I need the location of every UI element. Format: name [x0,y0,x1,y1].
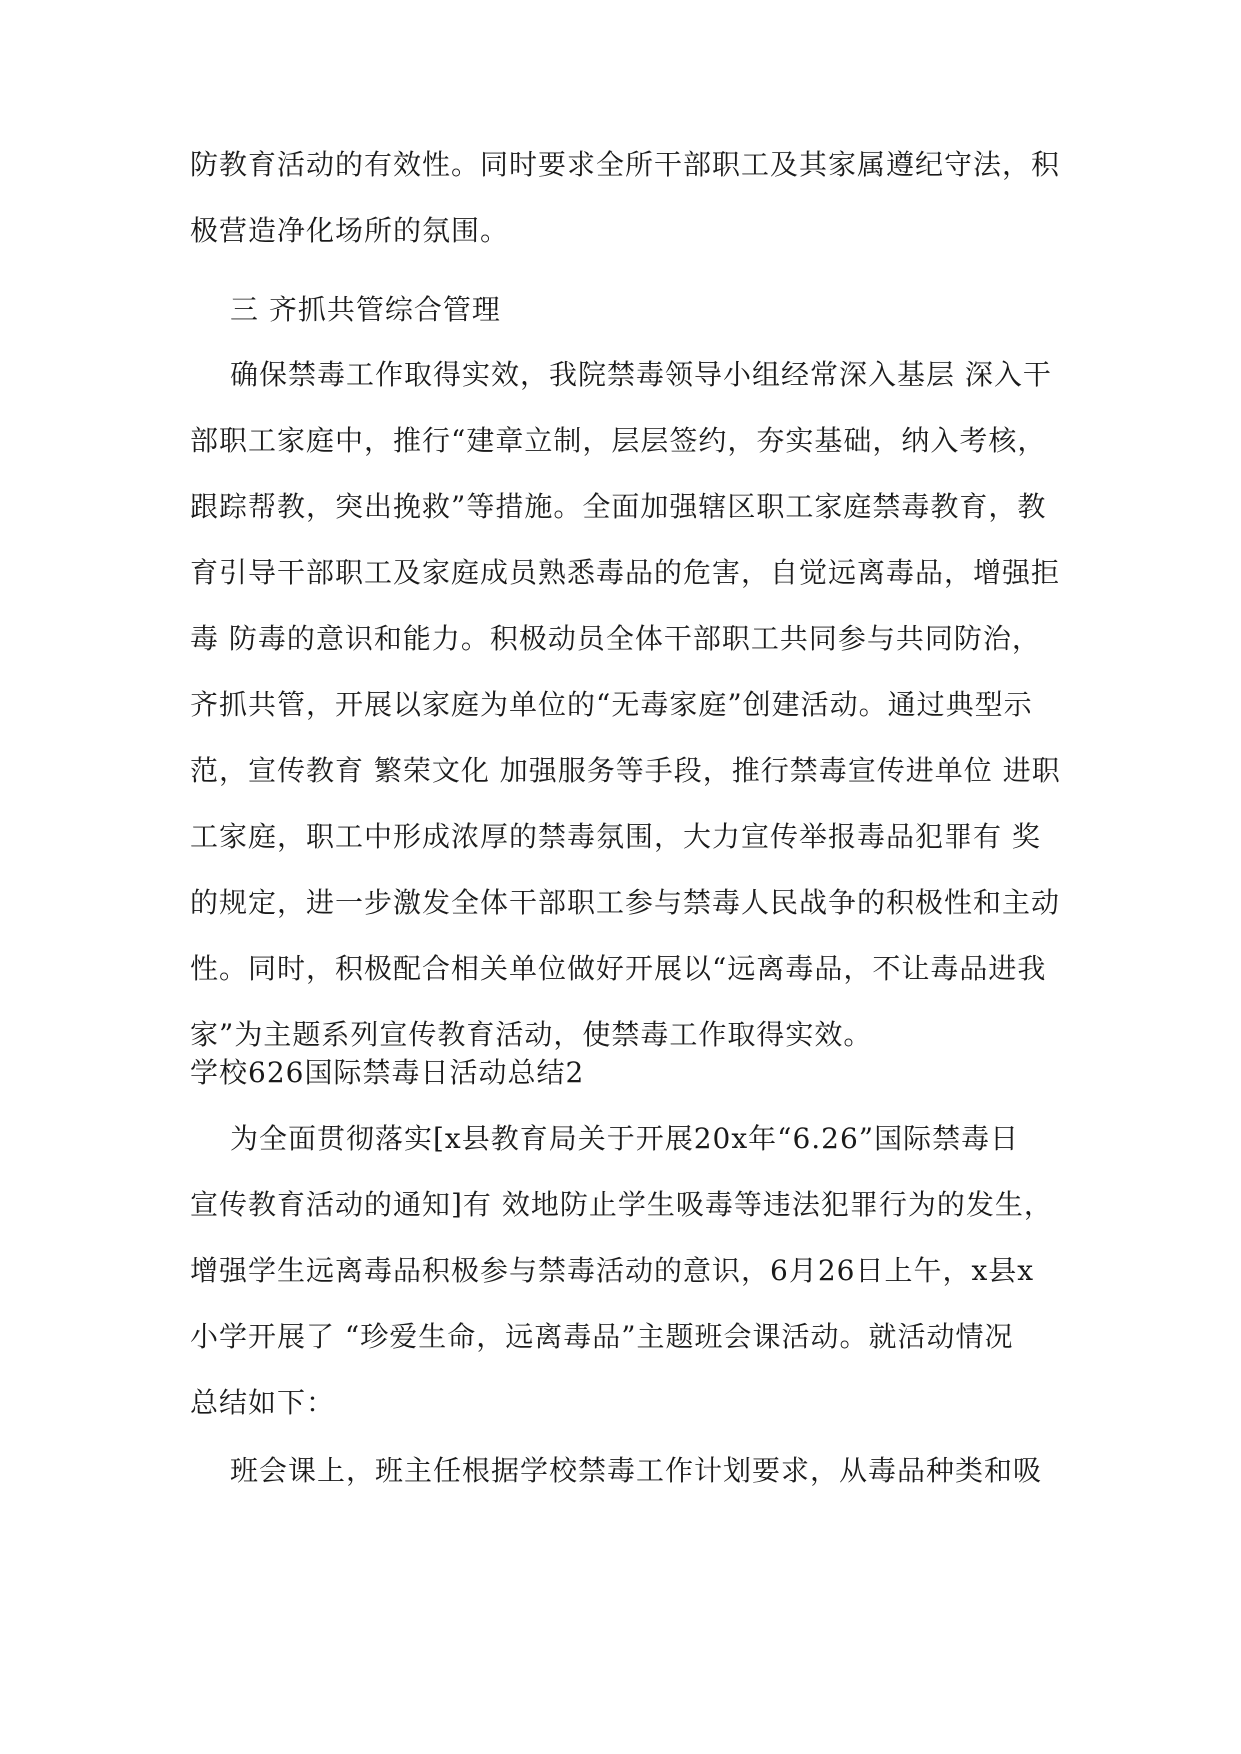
text-line: 为全面贯彻落实[x县教育局关于开展20x年“6.26”国际禁毒日 [230,1122,1020,1155]
paragraph-class-meeting [190,1438,1060,1504]
text-line: 防教育活动的有效性。同时要求全所干部职工及其家属遵纪守法，积 [190,148,1061,181]
section-heading [190,277,1060,343]
text-line: 宣传教育活动的通知]有 效地防止学生吸毒等违法犯罪行为的发生， [190,1188,1053,1221]
article-title [190,1040,1060,1106]
text-line: 齐抓共管，开展以家庭为单位的“无毒家庭”创建活动。通过典型示 [190,688,1033,721]
text-line: 小学开展了 “珍爱生命，远离毒品”主题班会课活动。就活动情况 [190,1320,1014,1353]
text-line: 班会课上，班主任根据学校禁毒工作计划要求，从毒品种类和吸 [230,1454,1043,1487]
paragraph-management [190,342,1060,1068]
paragraph-continuation [190,132,1060,264]
title-text: 学校626国际禁毒日活动总结2 [190,1056,585,1089]
text-line: 确保禁毒工作取得实效，我院禁毒领导小组经常深入基层 深入干 [230,358,1052,391]
text-line: 毒 防毒的意识和能力。积极动员全体干部职工共同参与共同防治， [190,622,1041,655]
text-line: 家”为主题系列宣传教育活动，使禁毒工作取得实效。 [190,1018,873,1051]
text-line: 性。同时，积极配合相关单位做好开展以“远离毒品，不让毒品进我 [190,952,1047,985]
text-line: 的规定，进一步激发全体干部职工参与禁毒人民战争的积极性和主动 [190,886,1061,919]
text-line: 总结如下： [190,1386,336,1419]
text-line: 育引导干部职工及家庭成员熟悉毒品的危害，自觉远离毒品，增强拒 [190,556,1061,589]
heading-text: 三 齐抓共管综合管理 [230,293,501,326]
paragraph-intro [190,1106,1060,1436]
text-line: 部职工家庭中，推行“建章立制，层层签约，夯实基础，纳入考核， [190,424,1047,457]
text-line: 工家庭，职工中形成浓厚的禁毒氛围，大力宣传举报毒品犯罪有 奖 [190,820,1041,853]
text-line: 极营造净化场所的氛围。 [190,214,510,247]
text-line: 增强学生远离毒品积极参与禁毒活动的意识，6月26日上午，x县x [190,1254,1035,1287]
text-line: 范，宣传教育 繁荣文化 加强服务等手段，推行禁毒宣传进单位 进职 [190,754,1061,787]
text-line: 跟踪帮教，突出挽救”等措施。全面加强辖区职工家庭禁毒教育，教 [190,490,1047,523]
